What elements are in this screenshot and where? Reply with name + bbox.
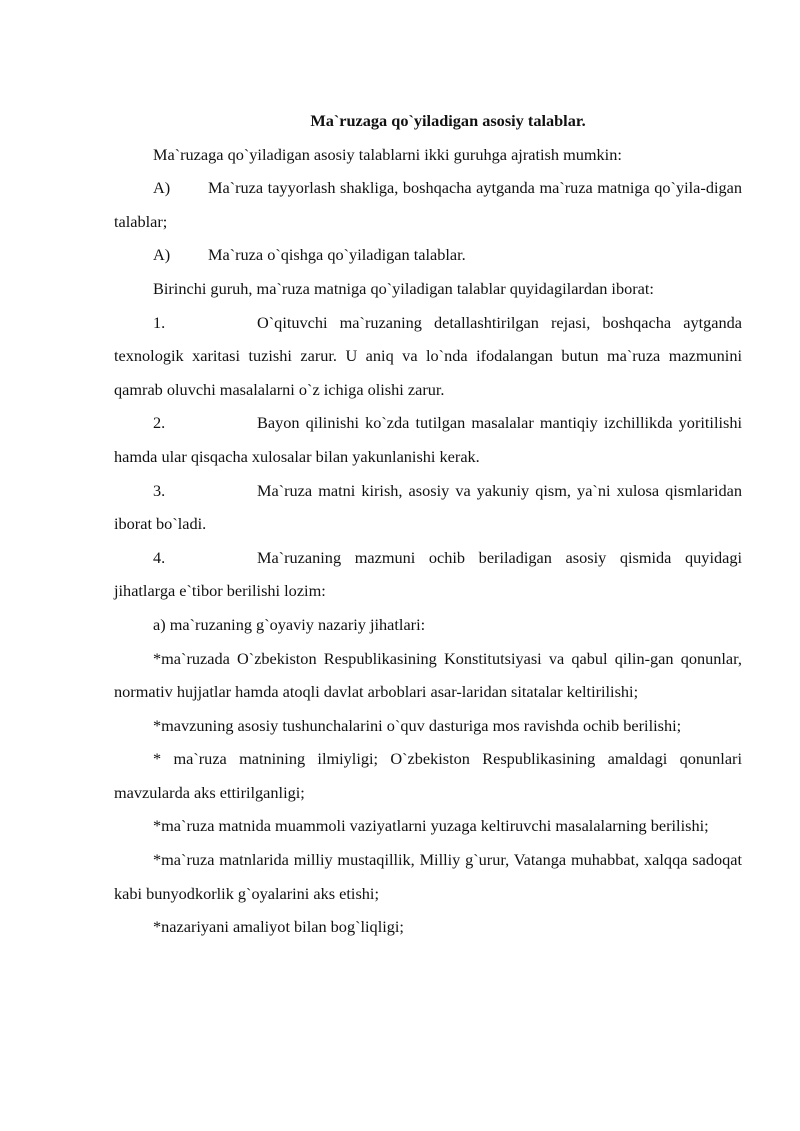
item-number: 2. [153, 413, 166, 433]
document-title: Ma`ruzaga qo`yiladigan asosiy talablar. [310, 111, 586, 130]
item-number: 3. [153, 480, 166, 500]
group-a1-text: Ma`ruza tayyorlash shakliga, boshqacha aytganda ma`ruza matniga qo`yila-digan talablar; [114, 178, 742, 231]
sub-a-heading: a) ma`ruzaning g`oyaviy nazariy jihatlari: [153, 614, 426, 634]
bullet-item-1: *ma`ruzada O`zbekiston Respublikasining Konstitutsiyasi va qabul qilin-gan qonunlar, normativ hujjatlar hamda atoqli davlat arboblari asar-laridan sitatalar keltirilishi; [114, 648, 742, 702]
numbered-item-4 [114, 541, 742, 608]
item-text: Bayon qilinishi ko`zda tutilgan masalalar mantiqiy izchillikda yoritilishi hamda ular qisqacha xulosalar bilan yakunlanishi kerak. [114, 413, 742, 466]
group-a2-paragraph [114, 238, 742, 272]
bullet-item-5: *ma`ruza matnlarida milliy mustaqillik, Milliy g`urur, Vatanga muhabbat, xalqqa sadoqat kabi bunyodkorlik g`oyalarini aks etishi; [114, 850, 742, 903]
group1-intro-paragraph: Birinchi guruh, ma`ruza matniga qo`yiladigan talablar quyidagilardan iborat: [153, 278, 654, 298]
bullet-item-3: * ma`ruza matnining ilmiyligi; O`zbekiston Respublikasining amaldagi qonunlari mavzularda aks ettirilganligi; [114, 749, 742, 802]
item-number: 4. [153, 547, 166, 567]
item-text: Ma`ruzaning mazmuni ochib beriladigan asosiy qismida quyidagi jihatlarga e`tibor berilishi lozim: [114, 547, 742, 601]
bullet-item-2: *mavzuning asosiy tushunchalarini o`quv dasturiga mos ravishda ochib berilishi; [153, 715, 682, 735]
bullet-item-4: *ma`ruza matnida muammoli vaziyatlarni yuzaga keltiruvchi masalalarning berilishi; [153, 816, 709, 836]
intro-paragraph: Ma`ruzaga qo`yiladigan asosiy talablarni ikki guruhga ajratish mumkin: [153, 144, 622, 164]
item-number: 1. [153, 312, 166, 332]
numbered-item-3 [114, 474, 742, 541]
document-page [114, 104, 742, 944]
group-a2-label: A) [153, 245, 171, 265]
group-a2-text: Ma`ruza o`qishga qo`yiladigan talablar. [208, 245, 466, 265]
group-a1-label: A) [153, 178, 171, 198]
numbered-item-1 [114, 306, 742, 407]
item-text: O`qituvchi ma`ruzaning detallashtirilgan rejasi, boshqacha aytganda texnologik xaritasi tuzishi zarur. U aniq va lo`nda ifodalangan butun ma`ruza mazmunini qamrab oluvchi masalalarni o`z ichiga olishi zarur. [114, 312, 742, 399]
bullet-item-6: *nazariyani amaliyot bilan bog`liqligi; [153, 917, 404, 937]
numbered-item-2 [114, 406, 742, 473]
item-text: Ma`ruza matni kirish, asosiy va yakuniy qism, ya`ni xulosa qismlaridan iborat bo`ladi. [114, 480, 742, 534]
group-a1-paragraph [114, 171, 742, 238]
